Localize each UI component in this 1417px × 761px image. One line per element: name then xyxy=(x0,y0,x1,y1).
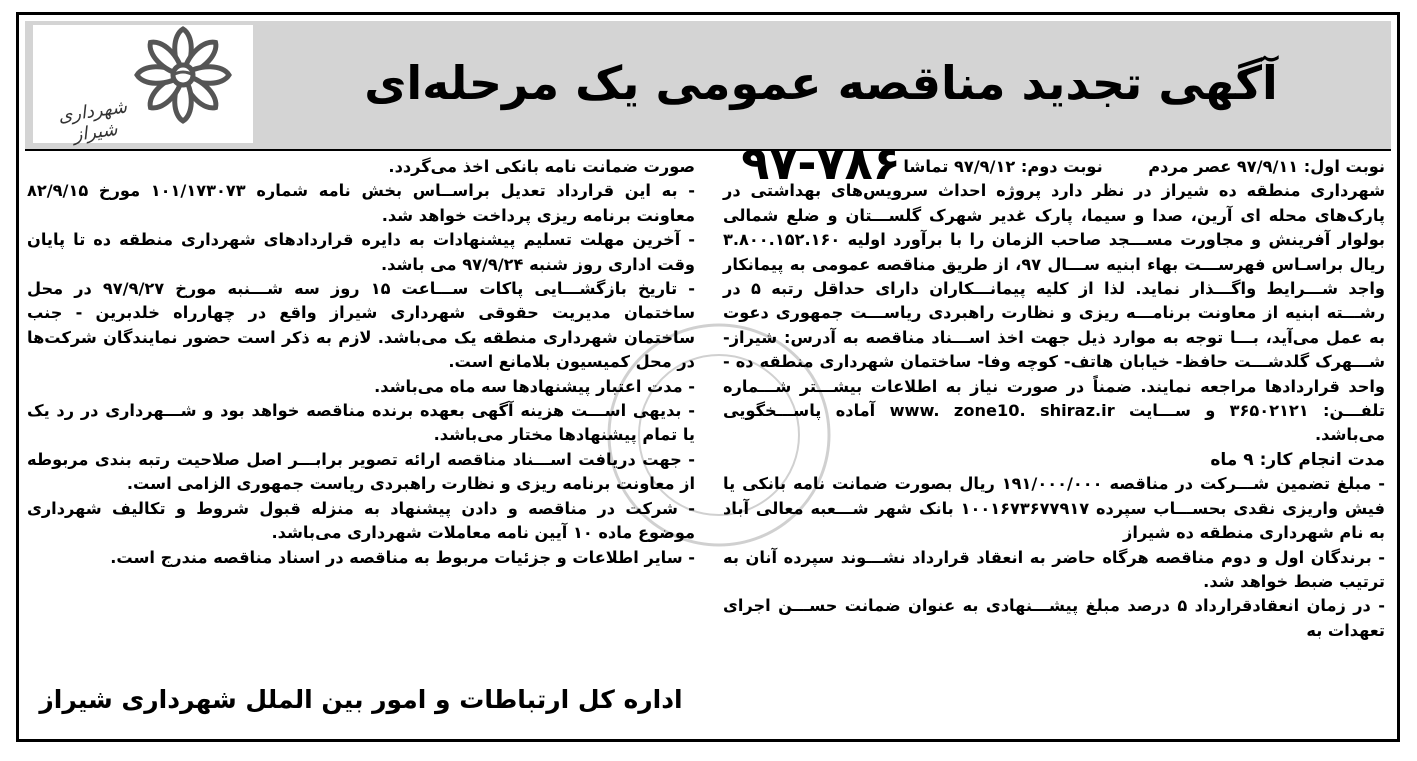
left-column xyxy=(27,155,695,570)
notice-title: آگهی تجدید مناقصه عمومی یک مرحله‌ای ۷۸۶-۹۷ xyxy=(364,56,1278,190)
logo-lettering: شهرداری شیراز xyxy=(56,96,129,146)
notice-frame xyxy=(16,12,1400,742)
price-adjustment: - به این قرارداد تعدیل براســاس بخش نامه شماره ۱۰۱/۱۷۳۰۷۳ مورخ ۸۲/۹/۱۵ معاونت برنامه ریزی پرداخت خواهد شد. xyxy=(27,181,695,225)
first-publication: نوبت اول: ۹۷/۹/۱۱ عصر مردم xyxy=(1148,157,1385,176)
proposal-validity: - مدت اعتبار پیشنهادها سه ماه می‌باشد. xyxy=(374,376,695,396)
ad-cost: - بدیهی اســـت هزینه آگهی بعهده برنده مناقصه خواهد بود و شـــهرداری در رد یک یا تمام پیشنهادها مختار می‌باشد. xyxy=(27,401,695,445)
acceptance-terms: - شرکت در مناقصه و دادن پیشنهاد به منزله قبول شروط و تکالیف شهرداری موضوع ماده ۱۰ آیین نامه معاملات شهرداری می‌باشد. xyxy=(27,498,695,543)
winners-deposit: - برندگان اول و دوم مناقصه هرگاه حاضر به انعقاد قرارداد نشـــوند سپرده آنان به ترتیب ضبط خواهد شد. xyxy=(723,547,1385,591)
second-publication: نوبت دوم: ۹۷/۹/۱۲ تماشا xyxy=(903,157,1103,176)
other-info: - سایر اطلاعات و جزئیات مربوط به مناقصه در اسناد مناقصه مندرج است. xyxy=(110,547,695,567)
opening-date: - تاریخ بازگشـــایی پاکات ســـاعت ۱۵ روز سه شـــنبه مورخ ۹۷/۹/۲۷ در محل ساختمان مدیریت حقوقی شهرداری شیراز واقع در چهارراه خلدبرین - جنب ساختمان شهرداری منطقه یک می‌باشد. لازم به ذکر است حضور نمایندگان شرکت‌ها در محل کمیسیون بلامانع است. xyxy=(27,279,695,372)
bank-guarantee-continued: صورت ضمانت نامه بانکی اخذ می‌گردد. xyxy=(388,157,695,176)
right-column xyxy=(723,155,1385,643)
guarantee-amount: - مبلغ تضمین شـــرکت در مناقصه ۱۹۱/۰۰۰/۰۰۰ ریال بصورت ضمانت نامه بانکی یا فیش واریزی نقدی بحســـاب سپرده ۱۰۰۱۶۷۳۶۷۷۹۱۷ بانک شهر شـــعبه معالی آباد به نام شهرداری منطقه ده شیراز xyxy=(723,474,1385,543)
shiraz-municipality-logo xyxy=(33,25,253,146)
work-duration: مدت انجام کار: ۹ ماه xyxy=(1210,449,1385,470)
qualification-requirement: - جهت دریافت اســـناد مناقصه ارائه تصویر برابـــر اصل صلاحیت رتبه بندی مربوطه از معاونت برنامه ریزی و نظارت راهبردی ریاست جمهوری الزامی است. xyxy=(27,449,695,494)
intro-paragraph: شهرداری منطقه ده شیراز در نظر دارد پروژه احداث سرویس‌های بهداشتی در پارک‌های محله ای آرین، صدا و سیما، پارک غدیر شهرک گلســـتان و ضلع شمالی بولوار آفرینش و مجاورت مســـجد صاحب الزمان را با برآورد اولیه ۳.۸۰۰.۱۵۲.۱۶۰ ریال براسـاس فهرســـت بهاء ابنیه ســـال ۹۷، از طریق مناقصه عمومی به پیمانکار واجد شـــرایط واگـــذار نماید. لذا از کلیه پیمانـــکاران دارای حداقل رتبه ۵ در رشـــته ابنیه از معاونت برنامـــه ریزی و نظارت راهبردی ریاســـت جمهوری دعوت به عمل می‌آید، بـــا توجه به موارد ذیل جهت اخذ اســـناد مناقصه به آدرس: شیراز- شـــهرک گلدشـــت حافظ- خیابان هاتف- کوچه وفا- ساختمان شهرداری منطقه ده - واحد قراردادها مراجعه نمایند. ضمناً در صورت نیاز به اطلاعات بیشـــتر شـــماره تلفـــن: ۳۶۵۰۲۱۲۱ و ســـایت www. zone10. shiraz.ir آماده پاســـخگویی می‌باشد. xyxy=(723,181,1385,445)
signature-line: اداره کل ارتباطات و امور بین الملل شهرداری شیراز xyxy=(39,685,683,714)
submission-deadline: - آخرین مهلت تسلیم پیشنهادات به دایره قراردادهای شهرداری منطقه ده تا پایان وقت اداری روز شنبه ۹۷/۹/۲۴ می باشد. xyxy=(27,230,695,274)
performance-guarantee: - در زمان انعقادقرارداد ۵ درصد مبلغ پیشـــنهادی به عنوان ضمانت حســـن اجرای تعهدات به xyxy=(723,596,1385,640)
publication-dates xyxy=(723,155,1385,179)
